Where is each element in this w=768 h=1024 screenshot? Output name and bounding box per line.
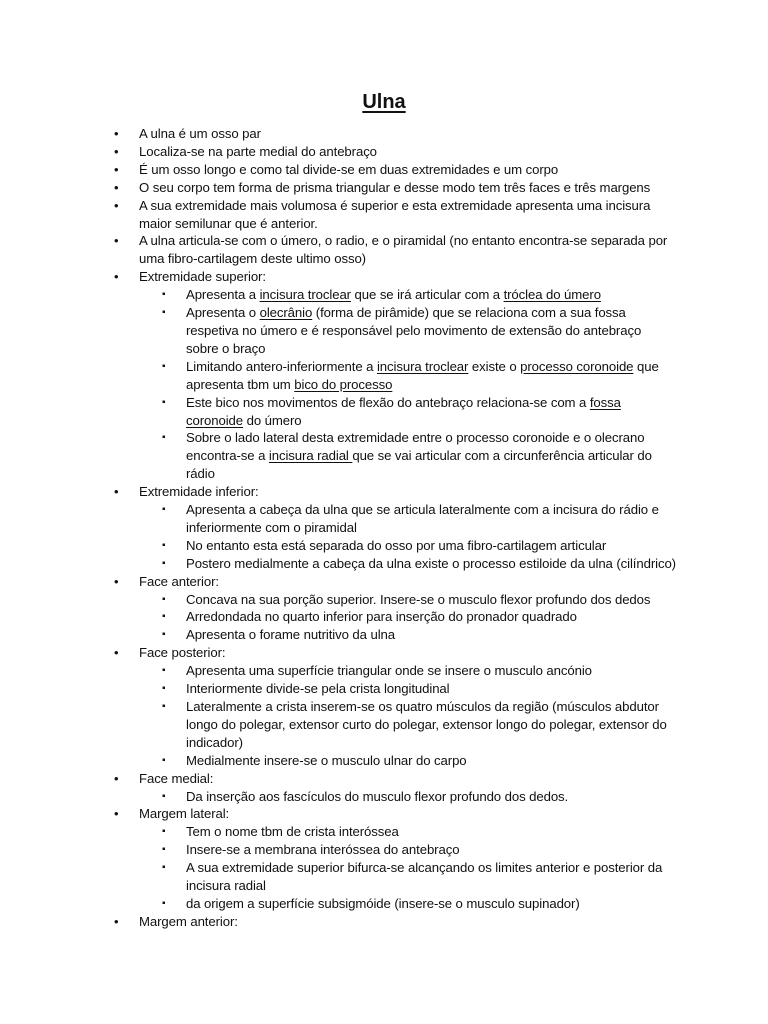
list-item [0,268,768,286]
text-segment: Medialmente insere-se o musculo ulnar do carpo [186,752,467,768]
text-segment: Margem lateral: [139,806,230,822]
text-line [186,447,768,465]
sub-list-item [0,841,768,859]
bullet-icon: • [114,143,119,159]
square-bullet-icon: ▪ [162,629,166,641]
text-segment: que se vai articular com a circunferência articular do [352,448,652,464]
text-segment: Tem o nome tbm de crista interóssea [186,824,399,840]
text-line [186,555,768,573]
list-item [0,125,768,143]
list-item [0,161,768,179]
text-segment: A sua extremidade mais volumosa é superior e esta extremidade apresenta uma incisura [139,197,651,213]
text-segment: É um osso longo e como tal divide-se em duas extremidades e um corpo [139,161,559,177]
text-segment: Apresenta a cabeça da ulna que se articula lateralmente com a incisura do rádio e [186,502,659,518]
bullet-icon: • [114,126,119,141]
text-segment: sobre o braço [186,340,266,356]
underlined-term: incisura troclear [376,358,469,374]
text-segment: indicador) [186,734,243,750]
text-segment: O seu corpo tem forma de prisma triangular e desse modo tem três faces e três margens [139,179,651,195]
text-segment: inferiormente com o piramidal [186,519,357,535]
text-segment: Face medial: [139,770,214,786]
bullet-icon: • [114,645,119,661]
text-segment: apresenta tbm um [186,376,295,392]
text-line [186,877,768,895]
page-title: Ulna [362,91,406,113]
list-item [0,573,768,591]
list-item [0,197,768,233]
sub-list-item [0,286,768,304]
underlined-term: fossa [589,394,621,410]
text-line [186,626,768,644]
square-bullet-icon: ▪ [162,826,166,838]
text-line [186,465,768,483]
square-bullet-icon: ▪ [162,683,166,695]
text-segment: existe o [468,358,521,374]
text-segment: Postero medialmente a cabeça da ulna existe o processo estiloide da ulna (cilíndrico) [186,555,676,571]
text-line [186,841,768,859]
text-segment: Limitando antero-inferiormente a [186,358,377,374]
text-segment: Apresenta a [186,287,260,303]
text-segment: respetiva no úmero e é responsável pelo movimento de extensão do antebraço [186,322,642,338]
text-line [186,788,768,806]
text-segment: Interiormente divide-se pela crista longitudinal [186,681,450,697]
text-line [186,376,768,394]
sub-list-item [0,358,768,394]
text-line [186,394,768,412]
sub-list-item [0,394,768,430]
list-item [0,483,768,501]
sub-list-item [0,591,768,609]
square-bullet-icon: ▪ [162,844,166,856]
square-bullet-icon: ▪ [162,539,166,551]
text-segment: maior semilunar que é anterior. [139,215,318,231]
square-bullet-icon: ▪ [162,504,166,516]
sub-list-item [0,752,768,770]
sub-list-item [0,555,768,573]
text-line [186,662,768,680]
sub-list-item [0,698,768,752]
text-segment: longo do polegar, extensor curto do polegar, extensor longo do polegar, extensor do [186,716,667,732]
text-line [139,143,768,161]
square-bullet-icon: ▪ [162,790,166,802]
text-segment: A ulna é um osso par [139,126,261,141]
text-line [186,429,768,447]
text-segment: Este bico nos movimentos de flexão do antebraço relaciona-se com a [186,394,590,410]
text-segment: Concava na sua porção superior. Insere-se o musculo flexor profundo dos dedos [186,591,651,607]
text-segment: Da inserção aos fascículos do musculo flexor profundo dos dedos. [186,788,569,804]
square-bullet-icon: ▪ [162,701,166,712]
text-line [186,895,768,913]
text-line [186,519,768,537]
sub-list-item [0,608,768,626]
text-segment: uma fibro-cartilagem deste ultimo osso) [139,251,366,267]
square-bullet-icon: ▪ [162,593,166,605]
bullet-icon: • [114,179,119,195]
text-line [139,197,768,215]
text-line [186,412,768,430]
text-segment: No entanto esta está separada do osso por uma fibro-cartilagem articular [186,537,607,553]
text-segment: Insere-se a membrana interóssea do antebraço [186,842,460,858]
sub-list-item [0,537,768,555]
square-bullet-icon: ▪ [162,432,166,444]
text-line [186,716,768,734]
text-segment: Arredondada no quarto inferior para inserção do pronador quadrado [186,609,577,625]
text-line [186,859,768,877]
text-line [186,537,768,555]
square-bullet-icon: ▪ [162,557,166,569]
sub-list-item [0,895,768,913]
text-segment: A ulna articula-se com o úmero, o radio, e o piramidal (no entanto encontra-se separada por [139,233,668,249]
square-bullet-icon: ▪ [162,611,166,623]
text-line [186,501,768,519]
square-bullet-icon: ▪ [162,862,166,874]
square-bullet-icon: ▪ [162,307,166,319]
list-item [0,232,768,268]
text-line [139,483,768,501]
sub-list-item [0,859,768,895]
list-item [0,644,768,662]
sub-list-item [0,626,768,644]
sub-list-item [0,501,768,537]
square-bullet-icon: ▪ [162,754,166,766]
text-segment: que [633,358,659,374]
bullet-icon: • [114,806,119,822]
text-line [139,125,768,143]
text-segment: Face anterior: [139,573,219,589]
bullet-icon: • [114,161,119,177]
text-segment: Localiza-se na parte medial do antebraço [139,143,377,159]
underlined-term: olecrânio [259,305,313,321]
text-line [186,286,768,304]
square-bullet-icon: ▪ [162,665,166,677]
text-line [186,823,768,841]
text-line [139,770,768,788]
text-line [186,680,768,698]
text-segment: A sua extremidade superior bifurca-se alcançando os limites anterior e posterior da [186,860,663,876]
text-line [186,734,768,752]
bullet-icon: • [114,770,119,786]
text-segment: Extremidade inferior: [139,484,259,500]
underlined-term: coronoide [186,412,244,428]
text-line [186,698,768,716]
list-item [0,179,768,197]
bullet-icon: • [114,573,119,589]
sub-list-item [0,429,768,483]
text-line [186,608,768,626]
list-item [0,143,768,161]
bullet-icon: • [114,269,119,285]
sub-list-item [0,788,768,806]
text-line [186,304,768,322]
text-line [139,268,768,286]
text-line [139,161,768,179]
text-line [186,340,768,358]
text-segment: Apresenta uma superfície triangular onde se insere o musculo ancónio [186,663,592,679]
square-bullet-icon: ▪ [162,289,166,301]
underlined-term: tróclea do úmero [503,287,601,303]
text-line [139,250,768,268]
bullet-icon: • [114,233,119,249]
text-line [186,591,768,609]
sub-list-item [0,680,768,698]
list-item [0,805,768,823]
sub-list-item [0,662,768,680]
text-segment: Apresenta o [186,305,260,321]
text-segment: encontra-se a [186,448,269,464]
underlined-term: incisura troclear [259,287,351,303]
bullet-icon: • [114,484,119,500]
text-segment: incisura radial [186,878,266,894]
square-bullet-icon: ▪ [162,396,166,408]
text-segment: (forma de pirâmide) que se relaciona com a sua fossa [312,305,626,321]
underlined-term: bico do processo [294,376,393,392]
text-segment: Extremidade superior: [139,269,266,285]
text-segment: da origem a superfície subsigmóide (insere-se o musculo supinador) [186,895,580,911]
sub-list-item [0,304,768,358]
text-line [139,913,768,931]
text-segment: rádio [186,466,215,482]
square-bullet-icon: ▪ [162,897,166,909]
underlined-term: incisura radial [268,448,353,464]
bullet-icon: • [114,197,119,213]
text-segment: Margem anterior: [139,913,238,929]
text-line [139,179,768,197]
text-line [139,215,768,233]
text-segment: que se irá articular com a [350,287,504,303]
text-segment: do úmero [243,412,302,428]
bullet-list [0,125,768,931]
underlined-term: processo coronoide [520,358,634,374]
text-line [186,752,768,770]
text-segment: Lateralmente a crista inserem-se os quatro músculos da região (músculos abdutor [186,699,659,714]
text-segment: Apresenta o forame nutritivo da ulna [186,627,395,643]
text-line [139,805,768,823]
text-line [139,573,768,591]
text-line [186,322,768,340]
square-bullet-icon: ▪ [162,360,166,372]
text-segment: Sobre o lado lateral desta extremidade entre o processo coronoide e o olecrano [186,430,645,446]
bullet-icon: • [114,913,119,929]
text-line [139,644,768,662]
text-line [139,232,768,250]
text-segment: Face posterior: [139,645,226,661]
text-line [186,358,768,376]
sub-list-item [0,823,768,841]
list-item [0,913,768,931]
list-item [0,770,768,788]
